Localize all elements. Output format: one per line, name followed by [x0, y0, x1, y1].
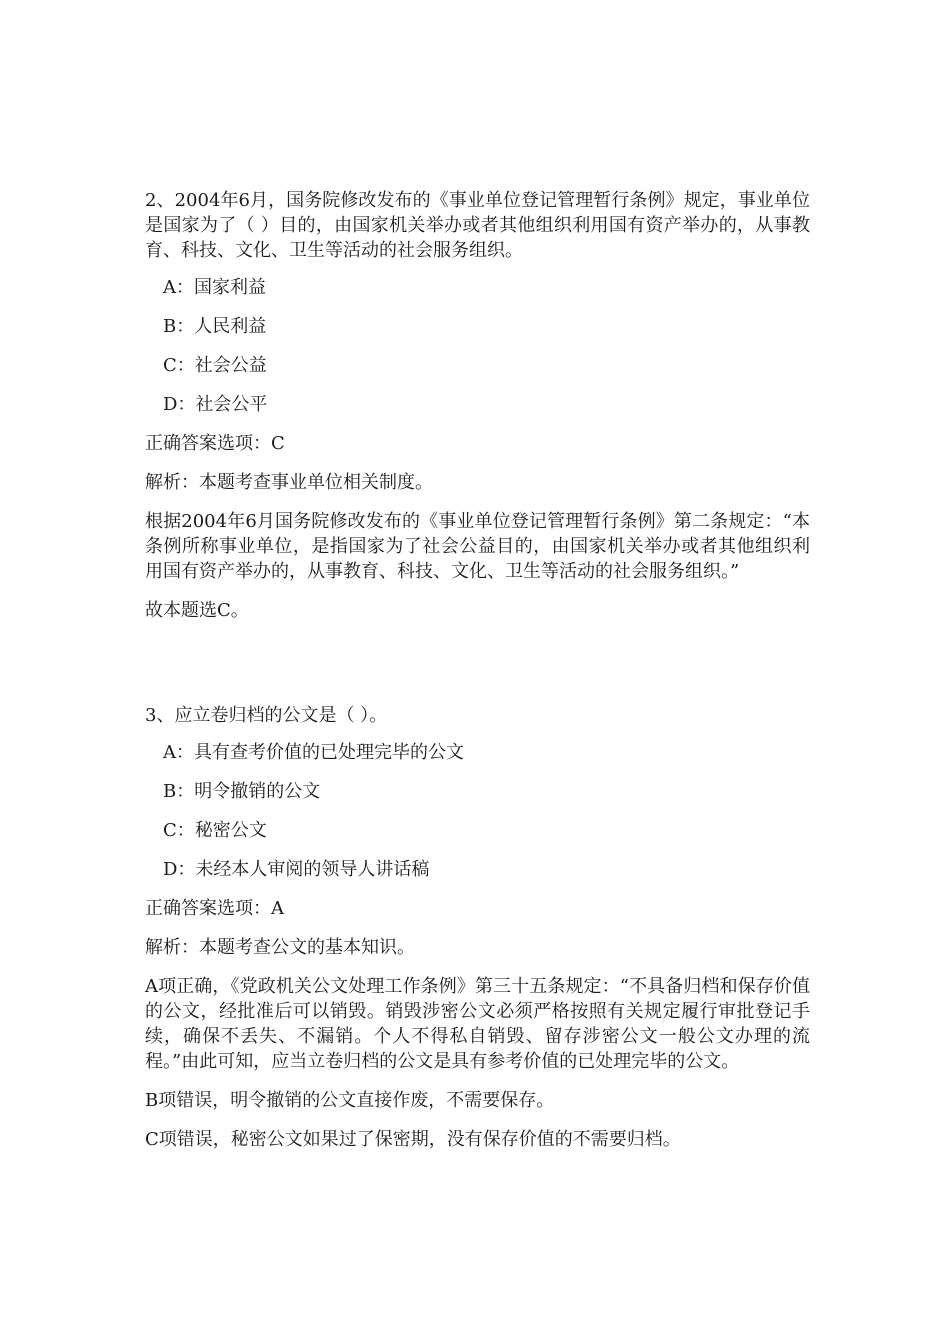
option-a: A：具有查考价值的已处理完毕的公文: [163, 742, 464, 763]
document-page: [145, 188, 810, 1166]
question-stem: 3、应立卷归档的公文是（ ）。: [145, 705, 388, 726]
correct-answer: 正确答案选项：A: [145, 898, 284, 919]
question-3: [145, 703, 810, 1152]
analysis-conclusion: 故本题选C。: [145, 600, 249, 621]
analysis-title: 解析：本题考查事业单位相关制度。: [145, 472, 433, 493]
option-c: C：秘密公文: [163, 820, 267, 841]
option-c: C：社会公益: [163, 355, 267, 376]
option-b: B：明令撤销的公文: [163, 781, 321, 802]
option-d: D：社会公平: [163, 394, 268, 415]
correct-answer: 正确答案选项：C: [145, 433, 285, 454]
analysis-title: 解析：本题考查公文的基本知识。: [145, 937, 415, 958]
question-separator: [145, 637, 810, 703]
option-b: B：人民利益: [163, 316, 267, 337]
question-stem: 2、2004年6月，国务院修改发布的《事业单位登记管理暂行条例》规定，事业单位是国家为了（ ）目的，由国家机关举办或者其他组织利用国有资产举办的，从事教育、科技、文化、卫生等活动的社会服务组织。: [145, 190, 810, 261]
analysis-paragraph-c: C项错误，秘密公文如果过了保密期，没有保存价值的不需要归档。: [145, 1129, 681, 1150]
question-2: [145, 188, 810, 623]
option-d: D：未经本人审阅的领导人讲话稿: [163, 859, 430, 880]
option-a: A：国家利益: [163, 277, 266, 298]
analysis-paragraph: 根据2004年6月国务院修改发布的《事业单位登记管理暂行条例》第二条规定：“本条例所称事业单位，是指国家为了社会公益目的，由国家机关举办或者其他组织利用国有资产举办的，从事教育、科技、文化、卫生等活动的社会服务组织。”: [145, 511, 810, 582]
analysis-paragraph-b: B项错误，明令撤销的公文直接作废，不需要保存。: [145, 1090, 555, 1111]
analysis-paragraph-a: A项正确，《党政机关公文处理工作条例》第三十五条规定：“不具备归档和保存价值的公文，经批准后可以销毁。销毁涉密公文必须严格按照有关规定履行审批登记手续，确保不丢失、不漏销。个人不得私自销毁、留存涉密公文一般公文办理的流程。”由此可知，应当立卷归档的公文是具有参考价值的已处理完毕的公文。: [145, 976, 810, 1072]
